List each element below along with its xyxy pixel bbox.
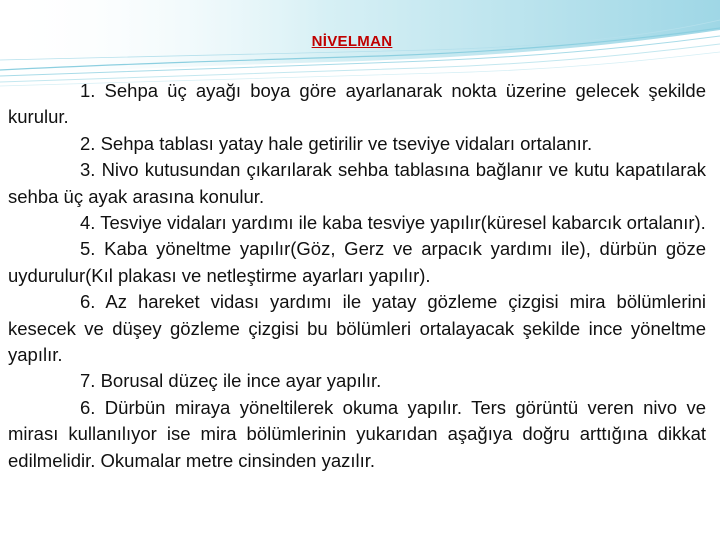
step-paragraph: 4. Tesviye vidaları yardımı ile kaba tesviye yapılır(küresel kabarcık ortalanır). [80, 212, 706, 234]
step-paragraph: 1. Sehpa üç ayağı boya göre ayarlanarak nokta üzerine gelecek şekilde kurulur. [8, 80, 706, 128]
step-paragraph: 7. Borusal düzeç ile ince ayar yapılır. [80, 370, 382, 392]
step-paragraph: 3. Nivo kutusundan çıkarılarak sehba tablasına bağlanır ve kutu kapatılarak sehba üç ayak arasına konulur. [8, 159, 706, 207]
page-title: NİVELMAN [311, 33, 393, 50]
step-paragraph: 6. Az hareket vidası yardımı ile yatay gözleme çizgisi mira bölümlerini kesecek ve düşey gözleme çizgisi bu bölümleri ortalayacak şekilde ince yöneltme yapılır. [8, 291, 706, 366]
instruction-list [8, 78, 706, 474]
step-paragraph: 6. Dürbün miraya yöneltilerek okuma yapılır. Ters görüntü veren nivo ve mirası kullanılıyor ise mira bölümlerinin yukarıdan aşağıya doğru arttığına dikkat edilmelidir. Okumalar metre cinsinden yazılır. [8, 396, 706, 471]
step-paragraph: 2. Sehpa tablası yatay hale getirilir ve tseviye vidaları ortalanır. [80, 132, 593, 154]
step-paragraph: 5. Kaba yöneltme yapılır(Göz, Gerz ve arpacık yardımı ile), dürbün göze uydurulur(Kıl plakası ve netleştirme ayarları yapılır). [8, 238, 706, 286]
